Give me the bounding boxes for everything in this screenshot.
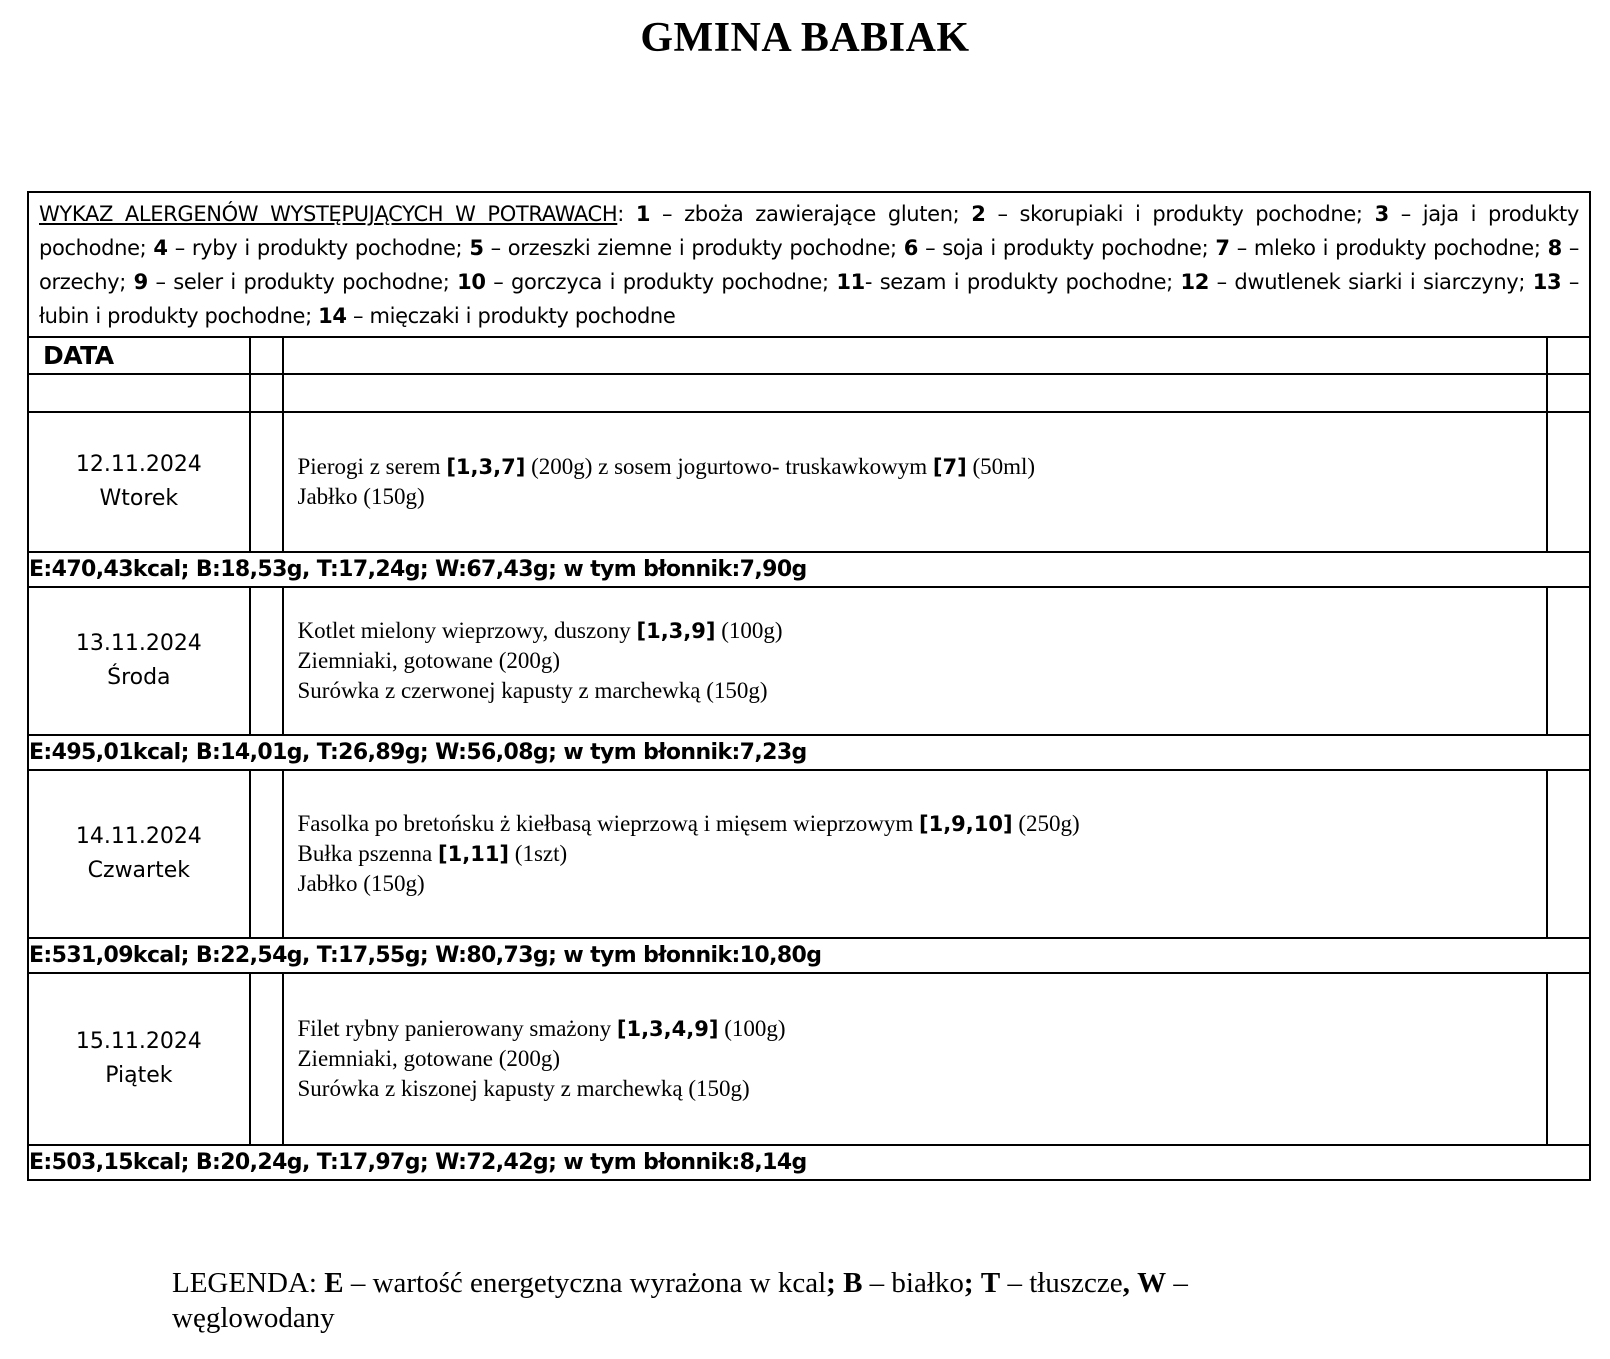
- menu-table: [27, 191, 1591, 1181]
- dish-text: (100g): [718, 1016, 786, 1041]
- dish-text: (1szt): [509, 841, 568, 866]
- nutrition-values: E:503,15kcal; B:20,24g, T:17,97g; W:72,42g; w tym błonnik:8,14g: [28, 1145, 1590, 1180]
- nutrition-values: E:470,43kcal; B:18,53g, T:17,24g; W:67,43g; w tym błonnik:7,90g: [28, 552, 1590, 587]
- allergen-number: 2: [971, 202, 986, 226]
- allergen-list: WYKAZ ALERGENÓW WYSTĘPUJĄCYCH W POTRAWACH: 1 – zboża zawierające gluten; 2 – skorupiaki i produkty pochodne; 3 – jaja i produkty pochodne; 4 – ryby i produkty pochodne; 5 – orzeszki ziemne i produkty pochodne; 6 – soja i produkty pochodne; 7 – mleko i produkty pochodne; 8 – orzechy; 9 – seler i produkty pochodne; 10 – gorczyca i produkty pochodne; 11- sezam i produkty pochodne; 12 – dwutlenek siarki i siarczyny; 13 – łubin i produkty pochodne; 14 – mięczaki i produkty pochodne: [28, 192, 1590, 337]
- allergen-label: – łubin i produkty pochodne;: [39, 270, 1580, 328]
- dish-text: Ziemniaki, gotowane (200g): [297, 648, 561, 673]
- allergen-number: 5: [469, 236, 484, 260]
- allergen-number: 9: [133, 270, 148, 294]
- allergen-label: – jaja i produkty pochodne;: [39, 202, 1580, 260]
- dish-text: (50ml): [966, 454, 1036, 479]
- data-header: DATA: [28, 337, 250, 374]
- spacer-cell: [1547, 412, 1590, 552]
- dish-line: [298, 1074, 1546, 1104]
- day-row: [28, 412, 1590, 552]
- allergen-number: 12: [1180, 270, 1210, 294]
- spacer-cell: [250, 973, 283, 1145]
- allergen-label: – dwutlenek siarki i siarczyny;: [1209, 270, 1526, 294]
- nutrition-row: [28, 735, 1590, 770]
- legend-text: – tłuszcze: [1000, 1267, 1123, 1299]
- dish-text: (100g): [715, 618, 783, 643]
- allergen-heading: WYKAZ ALERGENÓW WYSTĘPUJĄCYCH W POTRAWACH: [39, 202, 618, 226]
- allergen-label: – seler i produkty pochodne;: [147, 270, 450, 294]
- dish-text: Pierogi z serem: [297, 454, 447, 479]
- allergen-label: – skorupiaki i produkty pochodne;: [985, 202, 1363, 226]
- legend-key: B: [843, 1267, 863, 1299]
- allergen-label: – ryby i produkty pochodne;: [167, 236, 463, 260]
- legend-text: – wartość energetyczna wyrażona w kcal: [343, 1267, 827, 1299]
- allergen-number: 13: [1532, 270, 1562, 294]
- allergen-number: 7: [1215, 236, 1230, 260]
- allergen-label: – mięczaki i produkty pochodne: [346, 304, 676, 328]
- dish-line: [298, 1014, 1546, 1044]
- date-cell: [28, 770, 250, 938]
- date: 13.11.2024: [75, 631, 202, 656]
- allergen-codes: [1,11]: [438, 842, 510, 866]
- allergen-number: 3: [1374, 202, 1389, 226]
- spacer-cell: [1547, 973, 1590, 1145]
- spacer-cell: [1547, 587, 1590, 735]
- date-cell: [28, 587, 250, 735]
- legend-key: T: [980, 1267, 1001, 1299]
- dish-cell: [283, 973, 1547, 1145]
- allergen-label: – mleko i produkty pochodne;: [1229, 236, 1541, 260]
- dish-text: (250g): [1012, 811, 1080, 836]
- spacer-cell: [250, 412, 283, 552]
- allergen-number: 1: [635, 202, 651, 226]
- legend-separator: ;: [963, 1267, 974, 1299]
- date: 14.11.2024: [75, 824, 202, 849]
- spacer-cell: [250, 770, 283, 938]
- dish-text: Fasolka po bretońsku ż kiełbasą wieprzową i mięsem wieprzowym: [297, 811, 919, 836]
- nutrition-row: [28, 938, 1590, 973]
- allergen-number: 8: [1547, 236, 1562, 260]
- dish-line: [298, 809, 1546, 839]
- weekday: Wtorek: [99, 486, 179, 511]
- day-row: [28, 973, 1590, 1145]
- date: 15.11.2024: [75, 1029, 202, 1054]
- dish-line: [298, 1044, 1546, 1074]
- allergen-codes: [1,3,7]: [446, 455, 526, 479]
- legend-key: E: [324, 1267, 344, 1299]
- legend-text: – węglowodany: [172, 1267, 1188, 1334]
- dish-line: [298, 482, 1546, 512]
- dish-line: [298, 616, 1546, 646]
- date-cell: [28, 412, 250, 552]
- allergen-number: 4: [153, 236, 168, 260]
- allergen-label: – orzeszki ziemne i produkty pochodne;: [483, 236, 897, 260]
- dish-cell: [283, 770, 1547, 938]
- legend: [172, 1266, 1292, 1336]
- legend-key: W: [1137, 1267, 1167, 1299]
- allergen-codes: [1,3,4,9]: [616, 1017, 719, 1041]
- spacer-cell: [1547, 770, 1590, 938]
- allergen-codes: [7]: [932, 455, 967, 479]
- allergen-codes: [1,3,9]: [636, 619, 716, 643]
- dish-line: [298, 869, 1546, 899]
- dish-text: Surówka z czerwonej kapusty z marchewką (150g): [297, 678, 768, 703]
- dish-text: Surówka z kiszonej kapusty z marchewką (150g): [297, 1076, 750, 1101]
- dish-text: Filet rybny panierowany smażony: [297, 1016, 617, 1041]
- allergen-number: 11: [836, 270, 865, 294]
- legend-separator: ;: [826, 1267, 836, 1299]
- dish-cell: [283, 412, 1547, 552]
- nutrition-row: [28, 1145, 1590, 1180]
- legend-separator: ,: [1122, 1267, 1130, 1299]
- dish-text: Ziemniaki, gotowane (200g): [297, 1046, 561, 1071]
- allergen-label: - sezam i produkty pochodne;: [864, 270, 1173, 294]
- weekday: Środa: [107, 665, 171, 690]
- legend-text: – białko: [862, 1267, 964, 1299]
- allergen-number: 6: [903, 236, 919, 260]
- nutrition-values: E:495,01kcal; B:14,01g, T:26,89g; W:56,08g; w tym błonnik:7,23g: [28, 735, 1590, 770]
- allergen-number: 14: [318, 304, 347, 328]
- allergen-number: 10: [457, 270, 486, 294]
- dish-text: (200g) z sosem jogurtowo- truskawkowym: [525, 454, 933, 479]
- weekday: Czwartek: [87, 858, 190, 883]
- document-title: GMINA BABIAK: [640, 15, 970, 61]
- weekday: Piątek: [105, 1063, 173, 1088]
- allergen-label: – zboża zawierające gluten;: [650, 202, 960, 226]
- dish-line: [298, 646, 1546, 676]
- empty-row: [28, 374, 1590, 412]
- nutrition-values: E:531,09kcal; B:22,54g, T:17,55g; W:80,73g; w tym błonnik:10,80g: [28, 938, 1590, 973]
- allergen-label: – orzechy;: [39, 236, 1580, 294]
- date-cell: [28, 973, 250, 1145]
- day-row: [28, 587, 1590, 735]
- day-row: [28, 770, 1590, 938]
- spacer-cell: [250, 587, 283, 735]
- legend-prefix: LEGENDA:: [172, 1267, 325, 1299]
- dish-line: [298, 676, 1546, 706]
- dish-text: Jabłko (150g): [297, 871, 425, 896]
- header-row: [28, 337, 1590, 374]
- date: 12.11.2024: [75, 452, 202, 477]
- allergen-label: – soja i produkty pochodne;: [918, 236, 1209, 260]
- allergen-codes: [1,9,10]: [918, 812, 1013, 836]
- allergen-label: – gorczyca i produkty pochodne;: [485, 270, 829, 294]
- dish-text: Jabłko (150g): [297, 484, 425, 509]
- nutrition-row: [28, 552, 1590, 587]
- dish-line: [298, 839, 1546, 869]
- dish-line: [298, 452, 1546, 482]
- dish-text: Kotlet mielony wieprzowy, duszony: [297, 618, 637, 643]
- allergen-row: [28, 192, 1590, 337]
- dish-text: Bułka pszenna: [297, 841, 439, 866]
- dish-cell: [283, 587, 1547, 735]
